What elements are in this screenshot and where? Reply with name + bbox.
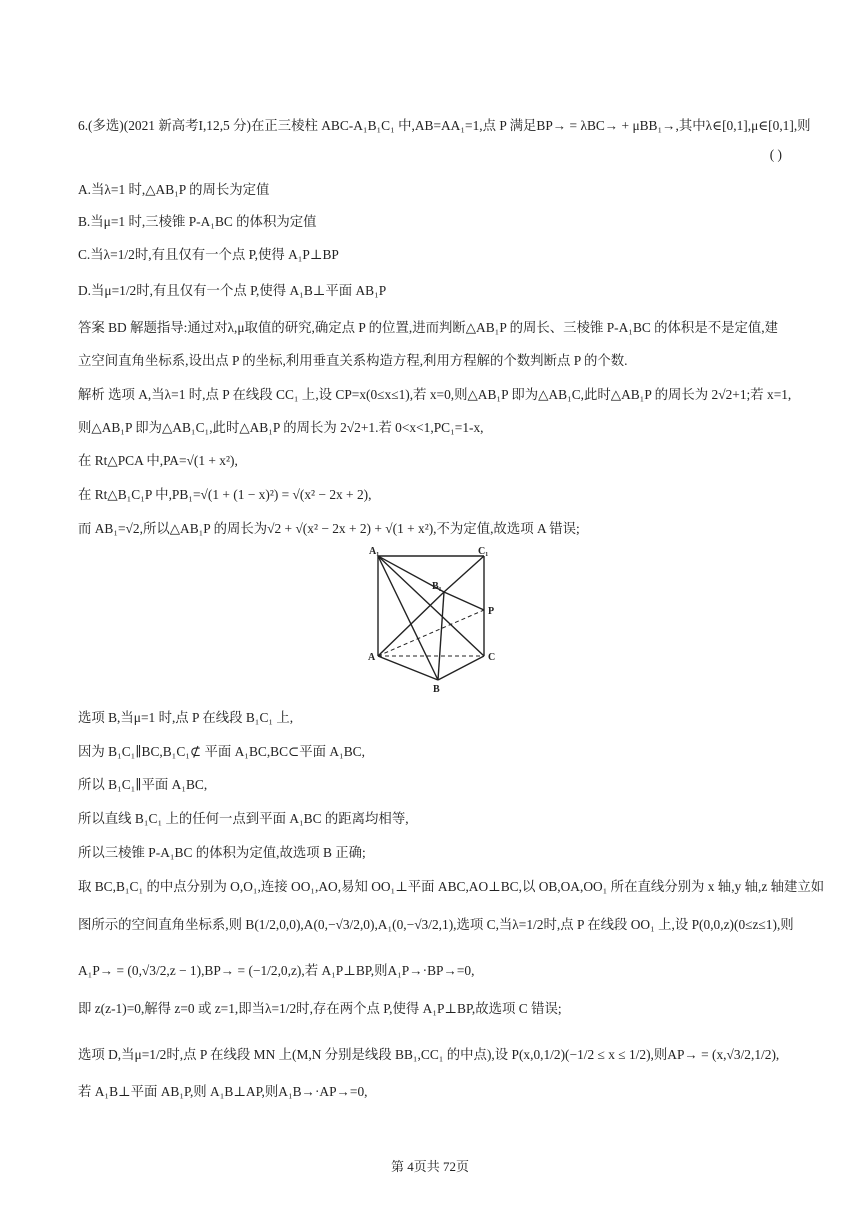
answer-line-2: 立空间直角坐标系,设出点 P 的坐标,利用垂直关系构造方程,利用方程解的个数判断点 P 的个数.: [78, 353, 628, 368]
answer-parentheses: ( ): [769, 147, 782, 162]
label-c1: C₁: [478, 546, 489, 557]
option-a: A.当λ=1 时,△AB₁P 的周长为定值: [78, 182, 270, 197]
option-b: B.当μ=1 时,三棱锥 P-A₁BC 的体积为定值: [78, 214, 317, 229]
page-footer: 第 4页共 72页: [390, 1159, 469, 1174]
analysis2-line-2: 因为 B₁C₁∥BC,B₁C₁⊄ 平面 A₁BC,BC⊂平面 A₁BC,: [78, 744, 365, 759]
analysis2-line-8: A₁P→ = (0,√3/2,z − 1),BP→ = (−1/2,0,z),若 A₁P⊥BP,则A₁P→·BP→=0,: [78, 963, 475, 978]
analysis-line-4: 在 Rt△B₁C₁P 中,PB₁=√(1 + (1 − x)²) = √(x² − 2x + 2),: [78, 487, 372, 502]
problem-stem: 6.(多选)(2021 新高考I,12,5 分)在正三棱柱 ABC-A₁B₁C₁ 中,AB=AA₁=1,点 P 满足BP→ = λBC→ + μBB₁→,其中λ∈[0,1],μ∈[0,1],则: [78, 118, 811, 133]
option-d: D.当μ=1/2时,有且仅有一个点 P,使得 A₁B⊥平面 AB₁P: [78, 283, 387, 298]
analysis2-line-10: 选项 D,当μ=1/2时,点 P 在线段 MN 上(M,N 分别是线段 BB₁,CC₁ 的中点),设 P(x,0,1/2)(−1/2 ≤ x ≤ 1/2),则AP→ = (x,√3/2,1/2),: [78, 1047, 780, 1062]
analysis2-line-6: 取 BC,B₁C₁ 的中点分别为 O,O₁,连接 OO₁,AO,易知 OO₁⊥平面 ABC,AO⊥BC,以 OB,OA,OO₁ 所在直线分别为 x 轴,y 轴,z 轴建立如: [78, 879, 825, 894]
analysis2-line-11: 若 A₁B⊥平面 AB₁P,则 A₁B⊥AP,则A₁B→·AP→=0,: [78, 1084, 368, 1099]
option-c: C.当λ=1/2时,有且仅有一个点 P,使得 A₁P⊥BP: [78, 247, 339, 262]
analysis2-line-7: 图所示的空间直角坐标系,则 B(1/2,0,0),A(0,−√3/2,0),A₁(0,−√3/2,1),选项 C,当λ=1/2时,点 P 在线段 OO₁ 上,设 P(0,0,z)(0≤z≤1),则: [78, 917, 794, 932]
analysis-line-3: 在 Rt△PCA 中,PA=√(1 + x²),: [78, 453, 238, 468]
analysis-line-2: 则△AB₁P 即为△AB₁C₁,此时△AB₁P 的周长为 2√2+1.若 0<x<1,PC₁=1-x,: [78, 420, 484, 435]
analysis2-line-1: 选项 B,当μ=1 时,点 P 在线段 B₁C₁ 上,: [78, 710, 294, 725]
analysis2-line-4: 所以直线 B₁C₁ 上的任何一点到平面 A₁BC 的距离均相等,: [78, 811, 409, 826]
label-b: B: [433, 684, 440, 694]
label-b1: B₁: [432, 581, 442, 592]
prism-figure: [366, 546, 506, 694]
label-p: P: [488, 606, 495, 617]
analysis-line-1: 解析 选项 A,当λ=1 时,点 P 在线段 CC₁ 上,设 CP=x(0≤x≤1),若 x=0,则△AB₁P 即为△AB₁C,此时△AB₁P 的周长为 2√2+1;若 x=1,: [78, 387, 792, 402]
analysis2-line-5: 所以三棱锥 P-A₁BC 的体积为定值,故选项 B 正确;: [78, 845, 366, 860]
analysis2-line-9: 即 z(z-1)=0,解得 z=0 或 z=1,即当λ=1/2时,存在两个点 P,使得 A₁P⊥BP,故选项 C 错误;: [78, 1001, 562, 1016]
answer-line-1: 答案 BD 解题指导:通过对λ,μ取值的研究,确定点 P 的位置,进而判断△AB₁P 的周长、三棱锥 P-A₁BC 的体积是不是定值,建: [78, 320, 779, 335]
label-a: A: [368, 652, 376, 663]
analysis2-line-3: 所以 B₁C₁∥平面 A₁BC,: [78, 777, 208, 792]
label-a1: A₁: [369, 546, 380, 557]
analysis-line-5: 而 AB₁=√2,所以△AB₁P 的周长为√2 + √(x² − 2x + 2) + √(1 + x²),不为定值,故选项 A 错误;: [78, 521, 580, 536]
label-c: C: [488, 652, 496, 663]
